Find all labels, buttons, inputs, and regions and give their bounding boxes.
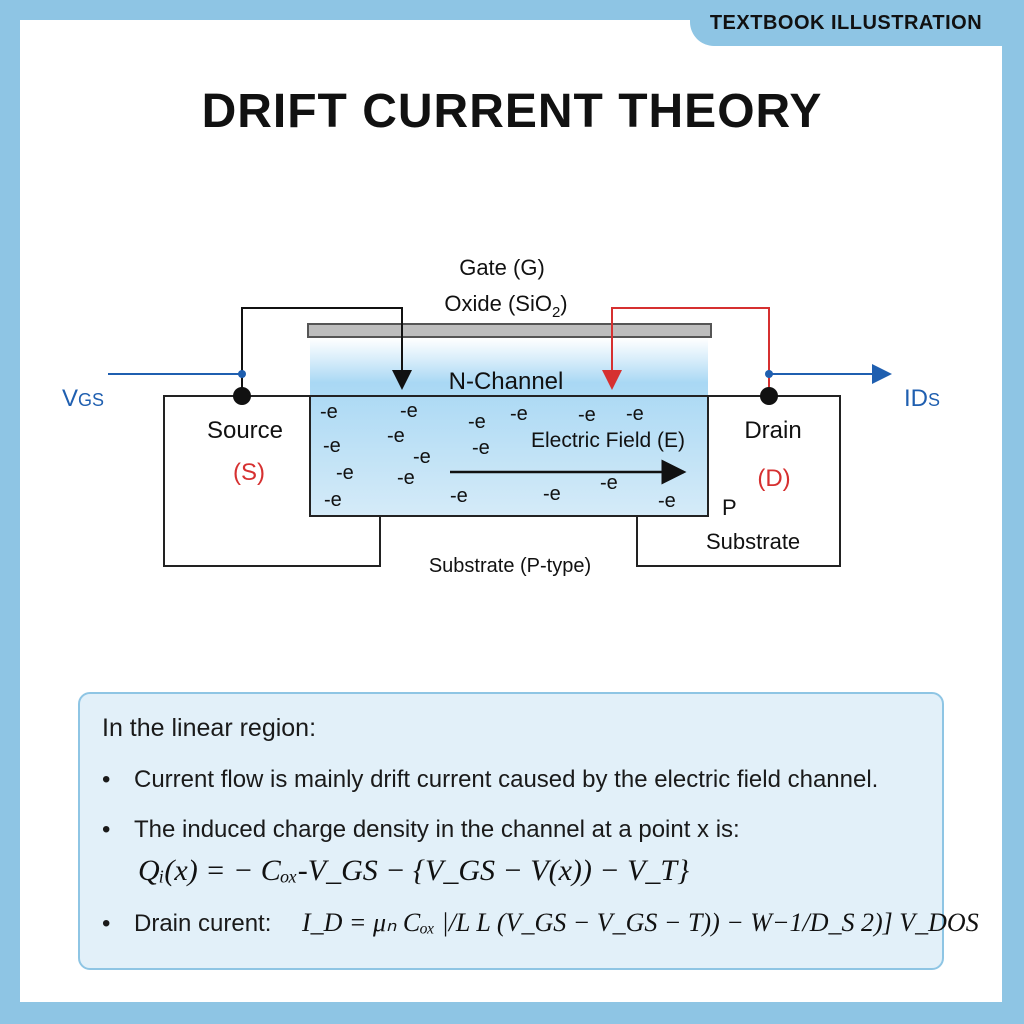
electron: -e	[397, 467, 415, 489]
bullet-drift-text: Current flow is mainly drift current caused by the electric field channel.	[134, 766, 879, 793]
substrate-label: Substrate (P-type)	[428, 555, 592, 577]
bullet-drain-label: Drain curent:	[134, 910, 272, 937]
electron: -e	[387, 425, 405, 447]
electron: -e	[400, 400, 418, 422]
electron: -e	[600, 472, 618, 494]
explanation-box	[78, 692, 979, 970]
ids-node	[765, 370, 773, 378]
p-substrate-label: Substrate	[706, 529, 801, 554]
source-terminal	[233, 387, 251, 405]
electron: -e	[543, 483, 561, 505]
electron: -e	[658, 490, 676, 512]
textbook-tag: TEXTBOOK ILLUSTRATION	[690, 0, 1002, 46]
field-label: Electric Field (E)	[530, 429, 686, 452]
electron: -e	[323, 435, 341, 457]
electron: -e	[626, 403, 644, 425]
vgs-label: VGS	[62, 385, 105, 412]
drain-equation: I_D = μₙ Cₒₓ |/L L (V_GS − V_GS − T)) − W−1/D_S 2)] V_DOS	[302, 908, 979, 937]
electron: -e	[510, 403, 528, 425]
bullet-charge-text: The induced charge density in the channel at a point x is:	[134, 816, 740, 843]
electron: -e	[450, 485, 468, 507]
electron: -e	[578, 404, 596, 426]
channel-region	[310, 338, 708, 516]
bullet-drift	[102, 766, 878, 794]
electron: -e	[472, 437, 490, 459]
drain-symbol: (D)	[757, 465, 791, 492]
source-label: Source	[206, 417, 284, 444]
oxide-label: Oxide (SiO$_2$)	[444, 291, 568, 321]
electron: -e	[468, 411, 486, 433]
electron: -e	[336, 462, 354, 484]
bullet-drain	[102, 910, 271, 938]
gate-label: Gate (G)	[459, 255, 545, 280]
drain-terminal	[760, 387, 778, 405]
electron: -e	[324, 489, 342, 511]
electron: -e	[320, 401, 338, 423]
bullet-charge	[102, 816, 740, 844]
ids-label: IDS	[904, 385, 941, 412]
source-symbol: (S)	[233, 459, 265, 486]
p-label: P	[722, 495, 737, 520]
page-title: DRIFT CURRENT THEORY	[201, 85, 823, 138]
intro-text: In the linear region:	[102, 714, 317, 742]
charge-equation: Qᵢ(x) = − Cₒₓ-V_GS − {V_GS − V(x)) − V_T}	[138, 854, 690, 887]
drain-label: Drain	[744, 417, 802, 444]
bullet-dot: •	[102, 910, 111, 937]
bullet-dot: •	[102, 816, 111, 843]
vgs-node	[238, 370, 246, 378]
oxide-layer	[308, 324, 711, 337]
electron: -e	[413, 446, 431, 468]
channel-label: N-Channel	[448, 368, 564, 395]
bullet-dot: •	[102, 766, 111, 793]
